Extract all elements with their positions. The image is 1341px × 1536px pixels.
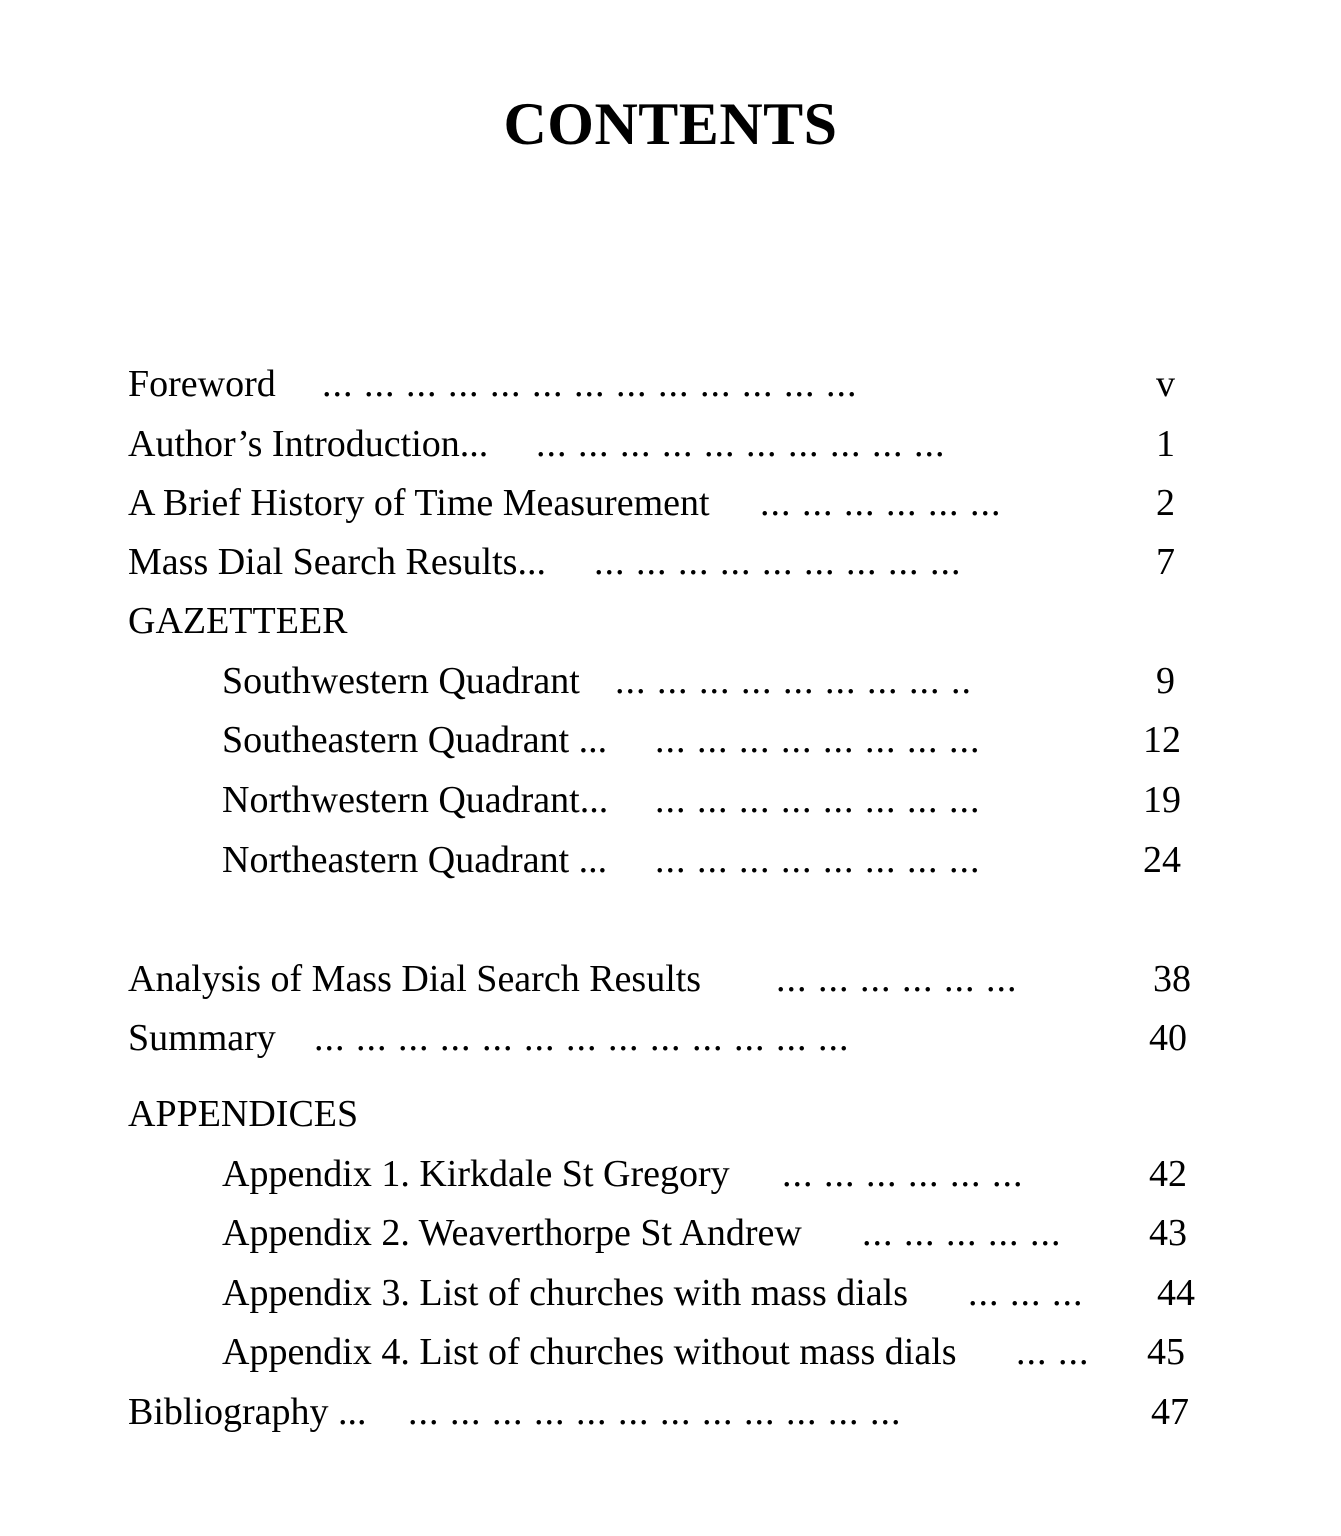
toc-entry-appendix-2[interactable] (0, 1209, 1341, 1257)
toc-leader-dots: ... ... ... ... ... ... (760, 482, 1002, 524)
toc-leader-dots: ... ... (1016, 1331, 1090, 1373)
section-heading-gazetteer: GAZETTEER (128, 600, 348, 642)
page-title: CONTENTS (503, 91, 838, 157)
toc-leader-dots: ... ... ... ... ... ... ... ... (655, 839, 981, 881)
toc-entry-northwestern-quadrant[interactable] (0, 776, 1341, 824)
toc-entry-southwestern-quadrant[interactable] (0, 657, 1341, 705)
toc-page-number: 1 (1156, 423, 1175, 465)
toc-leader-dots: ... ... ... ... ... ... ... ... (655, 779, 981, 821)
toc-page-number: 47 (1151, 1391, 1189, 1433)
toc-entry-label: Appendix 4. List of churches without mass dials (222, 1331, 957, 1373)
toc-entry-label: A Brief History of Time Measurement (128, 482, 710, 524)
toc-entry-label: Mass Dial Search Results... (128, 541, 546, 583)
toc-page-number: 7 (1156, 541, 1175, 583)
toc-page-number: 2 (1156, 482, 1175, 524)
toc-entry-appendix-4[interactable] (0, 1328, 1341, 1376)
toc-entry-bibliography[interactable] (0, 1388, 1341, 1436)
toc-entry-label: Northeastern Quadrant ... (222, 839, 608, 881)
toc-entry-label: Summary (128, 1017, 276, 1059)
toc-entry-summary[interactable] (0, 1014, 1341, 1062)
toc-page-number: 24 (1143, 839, 1181, 881)
toc-page-number: 9 (1156, 660, 1175, 702)
toc-entry-label: Southeastern Quadrant ... (222, 719, 608, 761)
toc-leader-dots: ... ... ... ... ... (862, 1212, 1062, 1254)
toc-page-number: 42 (1149, 1153, 1187, 1195)
toc-leader-dots: ... ... ... ... ... ... ... ... (655, 719, 981, 761)
toc-leader-dots: ... ... ... ... ... ... ... ... .. (615, 660, 972, 702)
toc-entry-label: Foreword (128, 363, 276, 405)
toc-leader-dots: ... ... ... ... ... ... ... ... ... ... ... ... (408, 1391, 902, 1433)
toc-leader-dots: ... ... ... ... ... ... ... ... ... ... (536, 423, 946, 465)
toc-leader-dots: ... ... ... ... ... ... ... ... ... (594, 541, 962, 583)
toc-entry-label: Author’s Introduction... (128, 423, 489, 465)
toc-leader-dots: ... ... ... ... ... ... (776, 958, 1018, 1000)
toc-entry-mass-dial-results[interactable] (0, 538, 1341, 586)
toc-entry-label: Appendix 2. Weaverthorpe St Andrew (222, 1212, 802, 1254)
toc-entry-brief-history[interactable] (0, 479, 1341, 527)
toc-entry-label: Northwestern Quadrant... (222, 779, 609, 821)
toc-entry-label: Southwestern Quadrant (222, 660, 580, 702)
toc-entry-label: Appendix 1. Kirkdale St Gregory (222, 1153, 730, 1195)
toc-entry-appendix-1[interactable] (0, 1150, 1341, 1198)
section-heading-appendices: APPENDICES (128, 1093, 359, 1135)
toc-leader-dots: ... ... ... ... ... ... ... ... ... ... ... ... ... (322, 363, 858, 405)
toc-entry-analysis[interactable] (0, 955, 1341, 1003)
toc-entry-foreword[interactable] (0, 360, 1341, 408)
toc-leader-dots: ... ... ... ... ... ... (782, 1153, 1024, 1195)
toc-entry-southeastern-quadrant[interactable] (0, 716, 1341, 764)
toc-page-number: 19 (1143, 779, 1181, 821)
toc-page-number: 44 (1157, 1272, 1195, 1314)
toc-page-number: 43 (1149, 1212, 1187, 1254)
toc-page-number: 40 (1149, 1017, 1187, 1059)
toc-entry-northeastern-quadrant[interactable] (0, 836, 1341, 884)
toc-page-number: v (1156, 363, 1175, 405)
toc-leader-dots: ... ... ... (968, 1272, 1084, 1314)
toc-entry-label: Analysis of Mass Dial Search Results (128, 958, 702, 1000)
toc-page-number: 45 (1147, 1331, 1185, 1373)
toc-leader-dots: ... ... ... ... ... ... ... ... ... ... ... ... ... (314, 1017, 850, 1059)
toc-entry-label: Bibliography ... (128, 1391, 367, 1433)
toc-page-number: 12 (1143, 719, 1181, 761)
toc-entry-appendix-3[interactable] (0, 1269, 1341, 1317)
toc-entry-label: Appendix 3. List of churches with mass dials (222, 1272, 909, 1314)
toc-page-number: 38 (1153, 958, 1191, 1000)
toc-entry-authors-introduction[interactable] (0, 420, 1341, 468)
